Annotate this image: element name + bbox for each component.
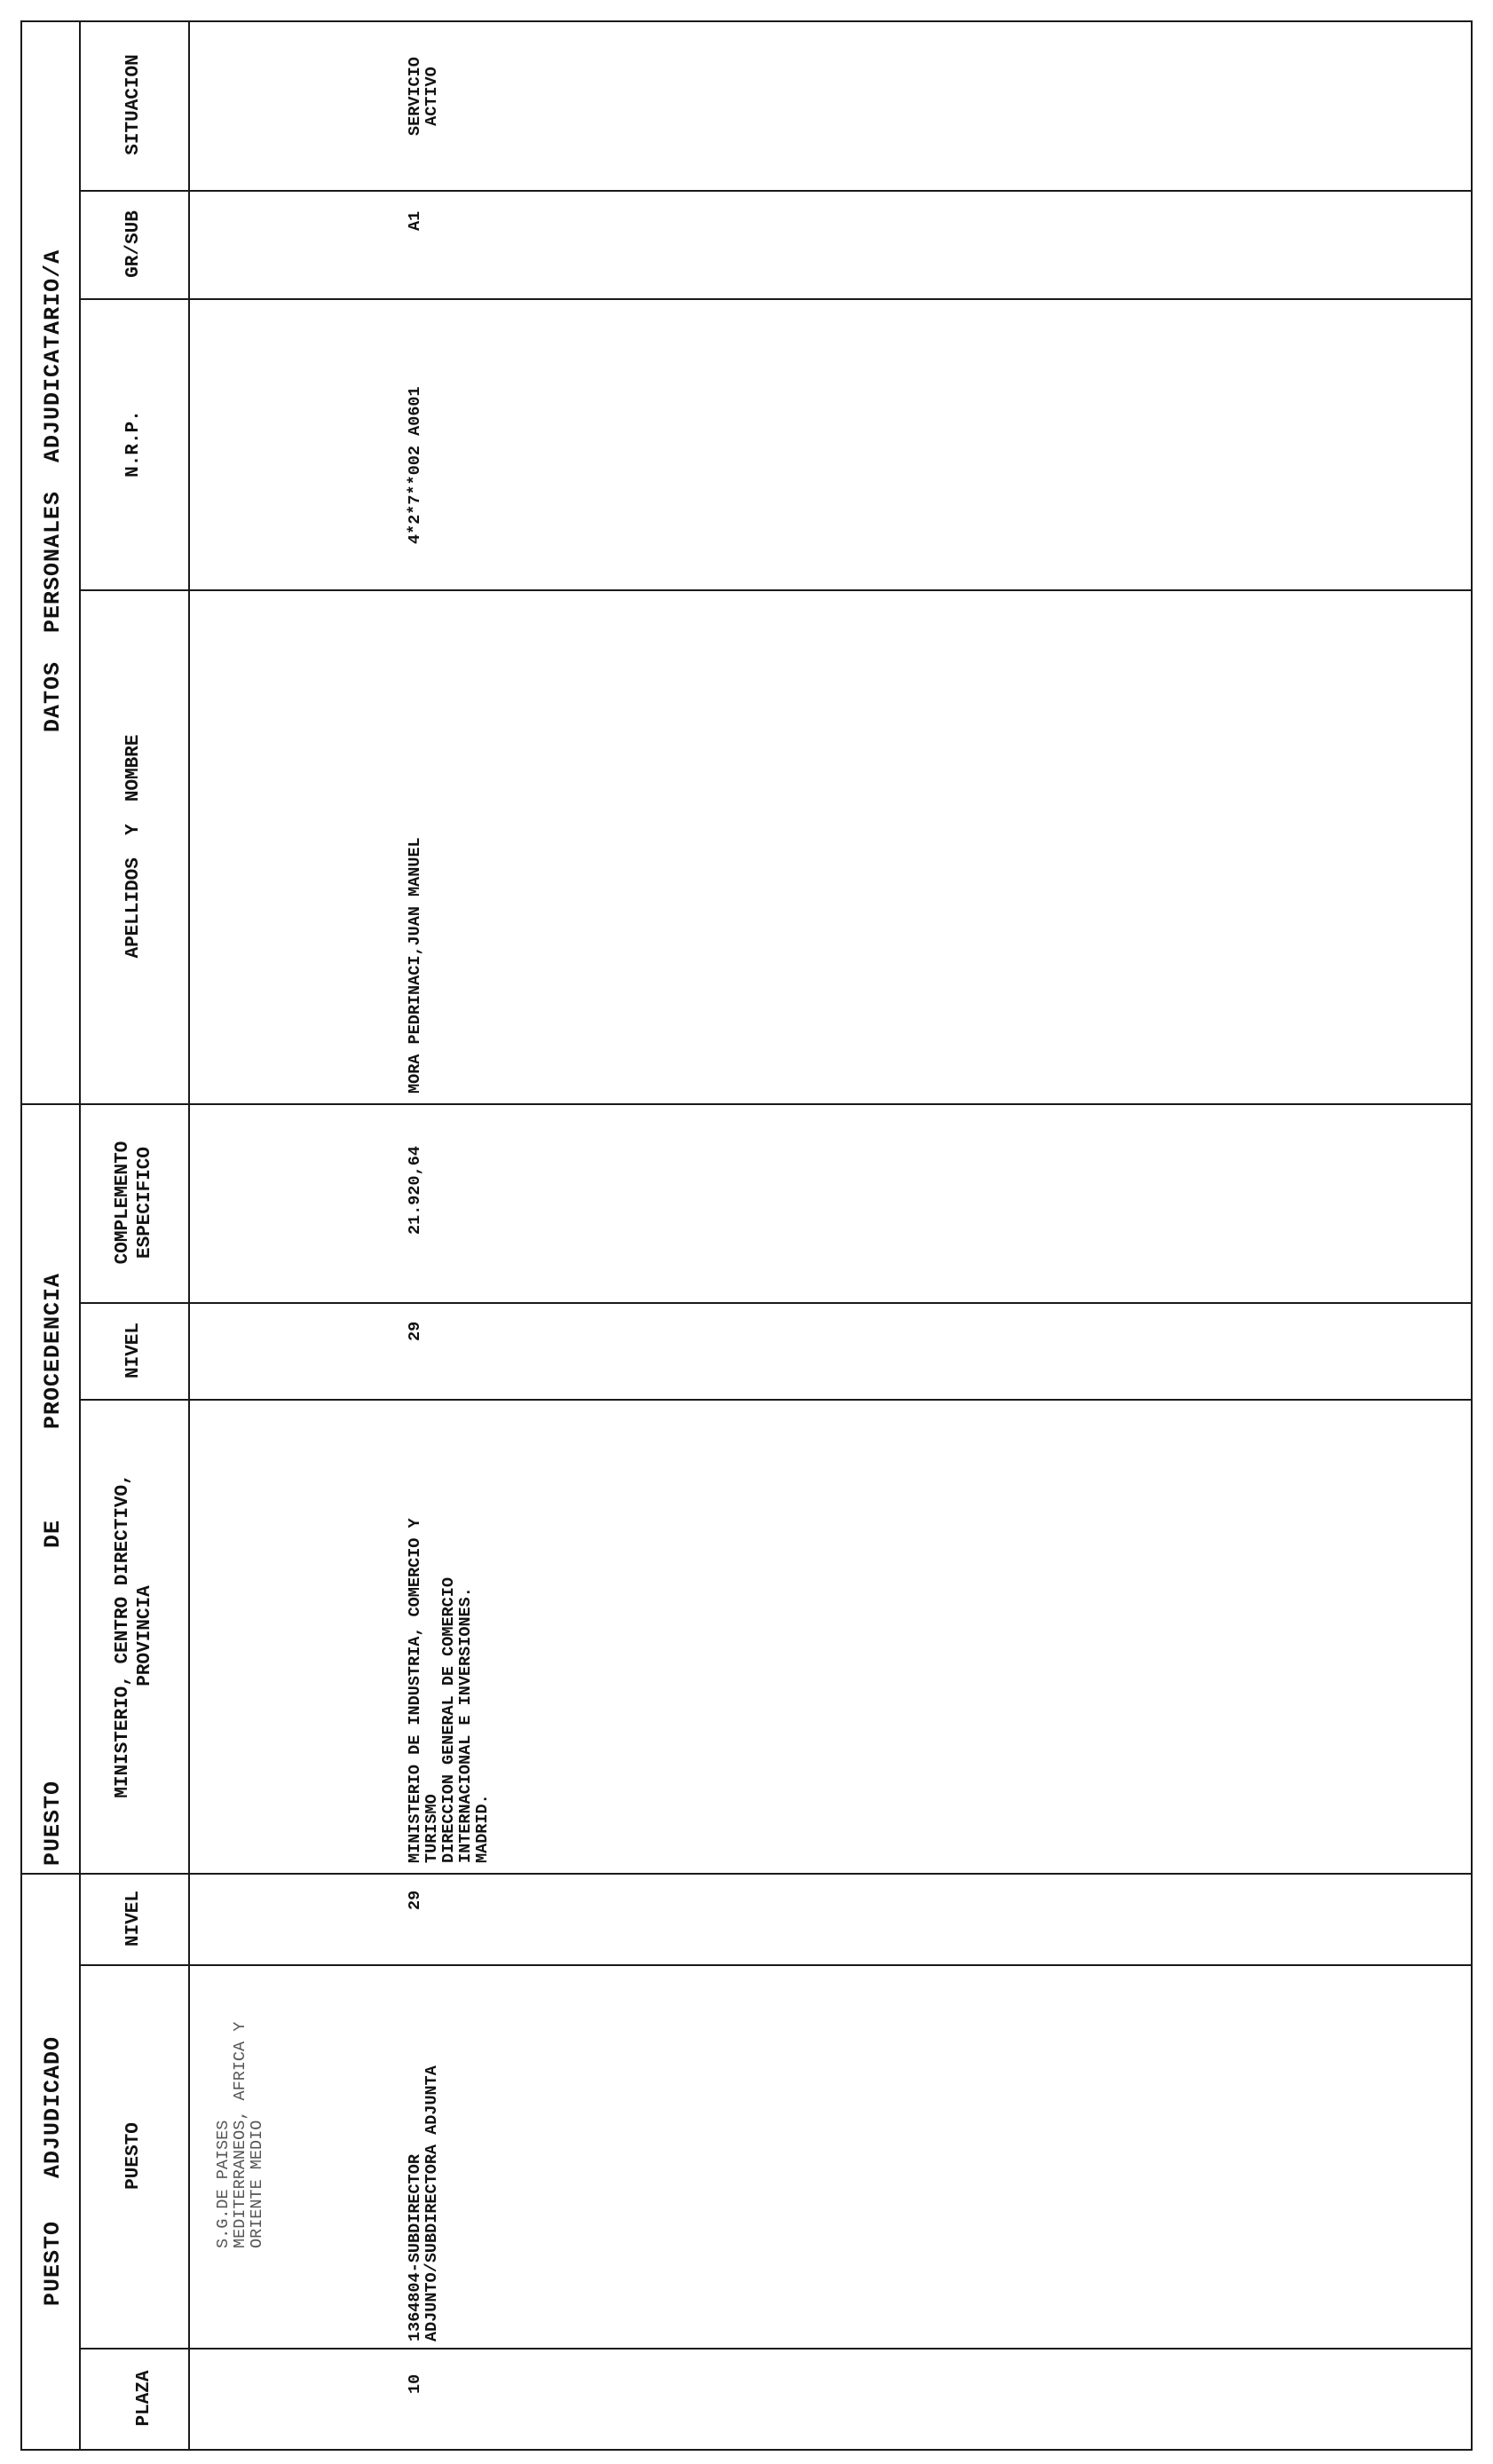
frame-left bbox=[20, 20, 22, 2451]
section-label: S.G.DE PAISES MEDITERRANEOS, AFRICA Y ORIENTE MEDIO bbox=[214, 2021, 266, 2248]
header-apellidos: APELLIDOS Y NOMBRE bbox=[123, 734, 144, 959]
title-puesto: PUESTO bbox=[40, 1780, 66, 1866]
cell-nrp: 4*2*7**002 A0601 bbox=[406, 386, 424, 544]
cell-plaza: 10 bbox=[406, 2373, 424, 2394]
separator-nivel-puesto bbox=[79, 1964, 1473, 1966]
separator-situacion-grsub bbox=[79, 190, 1473, 192]
cell-situacion: SERVICIO ACTIVO bbox=[406, 57, 441, 136]
header-complemento: COMPLEMENTO ESPECIFICO bbox=[113, 1141, 155, 1265]
title-datos-personales: DATOS PERSONALES ADJUDICATARIO/A bbox=[40, 249, 66, 732]
separator-nivel-ministerio bbox=[79, 1399, 1473, 1401]
title-de: DE bbox=[40, 1519, 66, 1548]
header-ministerio: MINISTERIO, CENTRO DIRECTIVO, PROVINCIA bbox=[113, 1473, 155, 1798]
cell-apellidos: MORA PEDRINACI,JUAN MANUEL bbox=[406, 837, 424, 1094]
cell-grsub: A1 bbox=[406, 210, 424, 231]
separator-puesto-plaza bbox=[79, 2348, 1473, 2349]
header-situacion: SITUACION bbox=[123, 54, 144, 155]
header-strip-border bbox=[188, 20, 190, 2451]
title-strip-border bbox=[79, 20, 81, 2451]
cell-ministerio: MINISTERIO DE INDUSTRIA, COMERCIO Y TURISMO DIRECCION GENERAL DE COMERCIO INTERNACIONAL E INVERSIONES. MADRID. bbox=[406, 1518, 492, 1863]
separator-nrp-apellidos bbox=[79, 589, 1473, 591]
header-nivel-adjudicado: NIVEL bbox=[123, 1891, 144, 1947]
header-nivel-procedencia: NIVEL bbox=[123, 1323, 144, 1379]
title-procedencia: PROCEDENCIA bbox=[40, 1272, 66, 1429]
title-puesto-adjudicado: PUESTO ADJUDICADO bbox=[40, 2035, 66, 2306]
separator-datos-procedencia bbox=[20, 1103, 1473, 1105]
frame-right bbox=[1471, 20, 1473, 2451]
separator-complemento-nivel bbox=[79, 1302, 1473, 1304]
header-grsub: GR/SUB bbox=[123, 210, 144, 278]
header-nrp: N.R.P. bbox=[123, 410, 144, 478]
cell-nivel-procedencia: 29 bbox=[406, 1321, 424, 1341]
separator-procedencia-adjudicado bbox=[20, 1873, 1473, 1875]
cell-complemento: 21.920,64 bbox=[406, 1146, 424, 1235]
header-puesto: PUESTO bbox=[123, 2122, 144, 2190]
frame-bottom bbox=[20, 2449, 1473, 2451]
header-plaza: PLAZA bbox=[134, 2370, 154, 2427]
cell-puesto: 1364804-SUBDIRECTOR ADJUNTO/SUBDIRECTORA ADJUNTA bbox=[406, 2065, 441, 2342]
cell-nivel-adjudicado: 29 bbox=[406, 1890, 424, 1910]
frame-top bbox=[20, 20, 1473, 22]
separator-grsub-nrp bbox=[79, 298, 1473, 300]
